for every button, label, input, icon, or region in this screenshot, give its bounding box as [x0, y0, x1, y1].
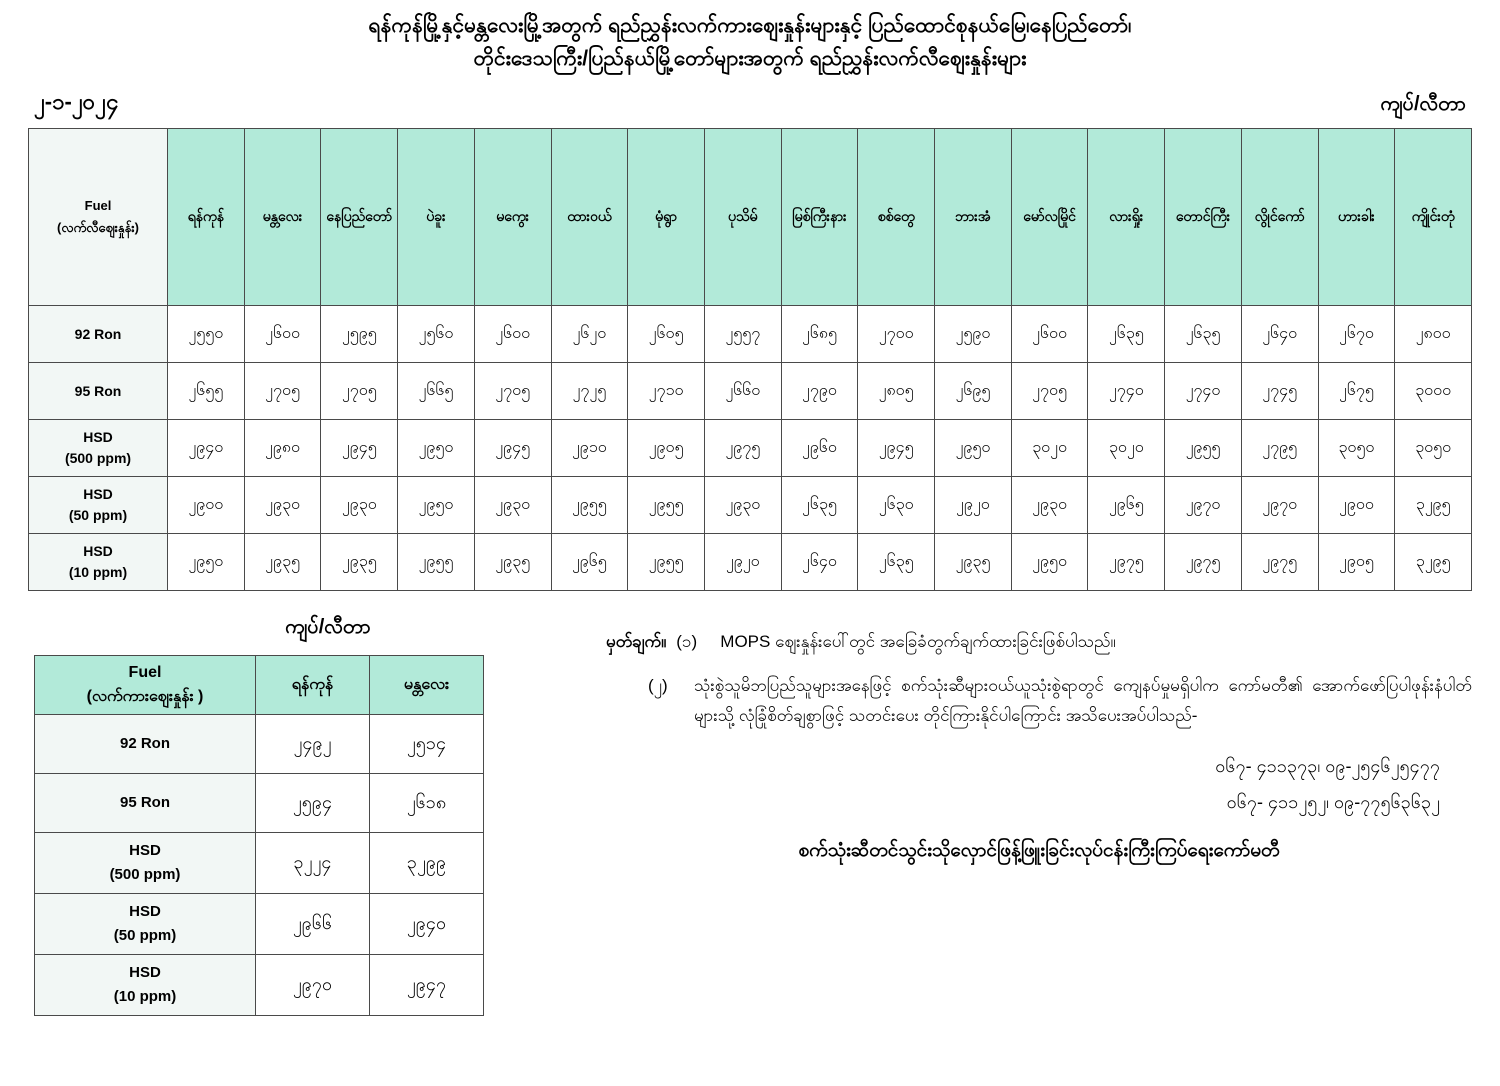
note-text-1: MOPS ဈေးနှုန်းပေါ်တွင် အခြေခံတွက်ချက်ထားခြင်းဖြစ်ပါသည်။	[720, 632, 1116, 652]
price-cell: ၂၉၃၀	[1011, 477, 1088, 534]
table-row	[29, 477, 1472, 534]
column-header-city: ရန်ကုန်	[168, 129, 245, 306]
row-label-line1: HSD	[83, 543, 113, 560]
price-cell: ၂၉၃၅	[474, 534, 551, 591]
row-label	[35, 715, 256, 774]
price-cell: ၂၉၃၀	[244, 477, 321, 534]
price-cell: ၂၉၄၀	[370, 894, 484, 955]
price-cell: ၂၉၇၀	[256, 955, 370, 1016]
note-number-2: (၂)	[648, 675, 668, 695]
column-header-city: ပဲခူး	[398, 129, 475, 306]
meta-row	[28, 87, 1472, 120]
price-cell: ၂၇၀၅	[321, 363, 398, 420]
wholesale-table-body	[35, 715, 484, 1016]
price-cell: ၂၉၇၀	[1165, 477, 1242, 534]
phone-line-1: ၀၆၇- ၄၁၁၃၇၃၊ ၀၉-၂၅၄၆၂၅၄၇၇	[1215, 756, 1440, 777]
column-header-city: မန္တလေး	[244, 129, 321, 306]
row-label	[35, 894, 256, 955]
price-cell: ၂၆၁၈	[370, 774, 484, 833]
column-header-city: မန္တလေး	[370, 656, 484, 715]
price-cell: ၂၉၅၀	[168, 534, 245, 591]
row-label	[29, 306, 168, 363]
price-cell: ၂၆၂၀	[551, 306, 628, 363]
price-cell: ၂၉၄၅	[321, 420, 398, 477]
price-cell: ၂၅၅၇	[704, 306, 781, 363]
price-cell: ၃၂၉၅	[1395, 534, 1472, 591]
table-row	[35, 774, 484, 833]
document-header	[28, 0, 1472, 75]
retail-table-body	[29, 306, 1472, 591]
retail-table-head	[29, 129, 1472, 306]
price-cell: ၂၇၁၀	[628, 363, 705, 420]
price-cell: ၂၆၃၅	[1088, 306, 1165, 363]
row-label-line1: HSD	[129, 842, 161, 860]
table-row	[29, 306, 1472, 363]
column-header-city: လွိုင်ကော်	[1241, 129, 1318, 306]
price-cell: ၂၉၇၅	[1165, 534, 1242, 591]
column-header-city: ဘားအံ	[935, 129, 1012, 306]
price-cell: ၂၅၆၀	[398, 306, 475, 363]
price-cell: ၂၇၂၅	[551, 363, 628, 420]
column-header-city: တောင်ကြီး	[1165, 129, 1242, 306]
table-row	[35, 715, 484, 774]
wholesale-section	[28, 613, 588, 1016]
price-cell: ၂၆၅၅	[168, 363, 245, 420]
column-header-city: စစ်တွေ	[858, 129, 935, 306]
price-cell: ၂၆၃၅	[781, 477, 858, 534]
row-label-line2: (50 ppm)	[113, 927, 177, 945]
price-cell: ၂၆၀၀	[474, 306, 551, 363]
wholesale-fuel-header-line2: (လက်ကားဈေးနှုန်း )	[86, 688, 204, 706]
price-cell: ၂၉၆၀	[781, 420, 858, 477]
lower-section	[28, 613, 1472, 1016]
column-header-city: ရန်ကုန်	[256, 656, 370, 715]
price-cell: ၂၉၃၀	[704, 477, 781, 534]
price-cell: ၂၉၅၀	[935, 420, 1012, 477]
notes-section	[588, 613, 1472, 1016]
price-cell: ၃၀၂၀	[1011, 420, 1088, 477]
note-text-2: သုံးစွဲသူမိဘပြည်သူများအနေဖြင့် စက်သုံးဆီများဝယ်ယူသုံးစွဲရာတွင် ကျေနပ်မှုမရှိပါက ကော်မတီ၏ အောက်ဖော်ပြပါဖုန်းနံပါတ်များသို့ လုံခြုံစိတ်ချစွာဖြင့် သတင်းပေး တိုင်ကြားနိုင်ပါကြောင်း အသိပေးအပ်ပါသည်-	[694, 675, 1472, 725]
row-label-line2: (50 ppm)	[68, 507, 128, 524]
notes-label: မှတ်ချက်။	[606, 632, 667, 652]
contact-phones	[606, 748, 1472, 820]
price-cell: ၂၉၇၅	[1241, 534, 1318, 591]
column-header-city: မြစ်ကြီးနား	[781, 129, 858, 306]
price-cell: ၂၉၀၅	[628, 420, 705, 477]
page-title-line-1: ရန်ကုန်မြို့နှင့်မန္တလေးမြို့အတွက် ရည်ညွှန်းလက်ကားဈေးနှုန်းများနှင့် ပြည်ထောင်စုနယ်မြေ၊နေပြည်တော်၊	[368, 14, 1132, 37]
price-cell: ၂၉၆၅	[1088, 477, 1165, 534]
column-header-city: လားရှိုး	[1088, 129, 1165, 306]
table-row	[35, 833, 484, 894]
price-cell: ၂၉၃၅	[321, 534, 398, 591]
row-label-line1: HSD	[129, 903, 161, 921]
price-cell: ၂၉၀၅	[1318, 534, 1395, 591]
table-header-row	[29, 129, 1472, 306]
row-label	[29, 363, 168, 420]
price-cell: ၂၉၄၅	[858, 420, 935, 477]
row-label	[35, 833, 256, 894]
row-label-line1: 95 Ron	[74, 382, 122, 399]
price-cell: ၂၆၄၀	[781, 534, 858, 591]
note-item-1	[606, 627, 1472, 657]
column-header-city: မုံရွာ	[628, 129, 705, 306]
price-cell: ၂၇၀၀	[858, 306, 935, 363]
row-label	[29, 420, 168, 477]
price-cell: ၂၉၅၅	[398, 534, 475, 591]
price-cell: ၂၉၃၀	[321, 477, 398, 534]
row-label-line2: (500 ppm)	[109, 866, 181, 884]
phone-line-2: ၀၆၇- ၄၁၁၂၅၂၊ ၀၉-၇၇၅၆၃၆၃၂	[1226, 792, 1440, 813]
retail-price-table	[28, 128, 1472, 591]
price-cell: ၂၇၀၅	[474, 363, 551, 420]
price-cell: ၂၆၈၅	[781, 306, 858, 363]
unit-label-retail: ကျပ်/လီတာ	[1380, 93, 1466, 116]
issuing-organization: စက်သုံးဆီတင်သွင်းသိုလှောင်ဖြန့်ဖြူးခြင်းလုပ်ငန်းကြီးကြပ်ရေးကော်မတီ	[798, 840, 1280, 862]
table-row	[29, 363, 1472, 420]
price-cell: ၂၉၃၀	[474, 477, 551, 534]
price-cell: ၂၉၃၅	[244, 534, 321, 591]
column-header-city: ဟားခါး	[1318, 129, 1395, 306]
price-cell: ၂၉၀၀	[168, 477, 245, 534]
price-cell: ၂၉၇၅	[704, 420, 781, 477]
row-label-line1: 95 Ron	[119, 794, 170, 812]
price-cell: ၃၀၅၀	[1395, 420, 1472, 477]
price-cell: ၂၉၅၀	[398, 420, 475, 477]
price-cell: ၂၉၃၅	[935, 534, 1012, 591]
price-cell: ၂၆၇၀	[1318, 306, 1395, 363]
row-label	[29, 534, 168, 591]
row-label-line2: (10 ppm)	[68, 564, 128, 581]
row-label	[29, 477, 168, 534]
price-cell: ၂၉၀၀	[1318, 477, 1395, 534]
price-cell: ၃၀၀၀	[1395, 363, 1472, 420]
price-cell: ၂၉၆၅	[551, 534, 628, 591]
price-cell: ၂၉၄၅	[474, 420, 551, 477]
column-header-city: ပုသိမ်	[704, 129, 781, 306]
price-cell: ၂၅၉၄	[256, 774, 370, 833]
price-cell: ၃၂၉၅	[1395, 477, 1472, 534]
price-cell: ၂၇၄၅	[1241, 363, 1318, 420]
price-cell: ၂၅၁၄	[370, 715, 484, 774]
price-cell: ၂၆၀၀	[1011, 306, 1088, 363]
column-header-city: မော်လမြိုင်	[1011, 129, 1088, 306]
effective-date: ၂-၁-၂၀၂၄	[34, 89, 119, 115]
price-cell: ၂၉၆၆	[256, 894, 370, 955]
price-cell: ၂၉၅၀	[398, 477, 475, 534]
table-row	[35, 955, 484, 1016]
price-cell: ၂၆၃၅	[858, 534, 935, 591]
price-cell: ၂၆၇၅	[1318, 363, 1395, 420]
price-cell: ၂၉၈၀	[244, 420, 321, 477]
column-header-city: မကွေး	[474, 129, 551, 306]
price-cell: ၂၆၃၀	[858, 477, 935, 534]
price-cell: ၂၆၆၀	[704, 363, 781, 420]
column-header-city: နေပြည်တော်	[321, 129, 398, 306]
price-cell: ၂၆၀၀	[244, 306, 321, 363]
price-cell: ၂၇၉၀	[781, 363, 858, 420]
row-label-line1: 92 Ron	[119, 735, 170, 753]
retail-fuel-column-header	[29, 129, 168, 306]
price-cell: ၂၆၉၅	[935, 363, 1012, 420]
price-cell: ၂၆၃၅	[1165, 306, 1242, 363]
note-item-2	[606, 671, 1472, 731]
price-cell: ၂၉၅၅	[628, 534, 705, 591]
price-cell: ၂၅၉၀	[935, 306, 1012, 363]
price-cell: ၂၇၄၀	[1165, 363, 1242, 420]
price-cell: ၂၉၇၀	[1241, 477, 1318, 534]
wholesale-fuel-header-line1: Fuel	[128, 664, 162, 682]
price-cell: ၂၉၅၅	[1165, 420, 1242, 477]
price-cell: ၂၉၂၀	[935, 477, 1012, 534]
price-cell: ၂၆၄၀	[1241, 306, 1318, 363]
price-cell: ၂၅၉၅	[321, 306, 398, 363]
table-row	[29, 420, 1472, 477]
column-header-city: ထားဝယ်	[551, 129, 628, 306]
price-cell: ၂၉၅၀	[1011, 534, 1088, 591]
column-header-city: ကျိုင်းတုံ	[1395, 129, 1472, 306]
row-label-line1: HSD	[83, 486, 113, 503]
price-cell: ၂၉၅၅	[551, 477, 628, 534]
row-label-line2: (500 ppm)	[64, 450, 132, 467]
price-cell: ၂၅၅၀	[168, 306, 245, 363]
wholesale-price-table	[34, 655, 484, 1016]
table-row	[29, 534, 1472, 591]
row-label-line1: HSD	[129, 964, 161, 982]
price-cell: ၂၉၄၇	[370, 955, 484, 1016]
price-cell: ၂၄၉၂	[256, 715, 370, 774]
note-number-1: (၁)	[676, 632, 698, 652]
price-cell: ၂၉၄၀	[168, 420, 245, 477]
price-cell: ၂၆၆၅	[398, 363, 475, 420]
price-cell: ၂၉၅၅	[628, 477, 705, 534]
price-cell: ၂၈၀၅	[858, 363, 935, 420]
table-header-row	[35, 656, 484, 715]
row-label-line2: (10 ppm)	[113, 988, 177, 1006]
price-cell: ၂၉၁၀	[551, 420, 628, 477]
retail-fuel-header-line1: Fuel	[84, 198, 112, 213]
wholesale-fuel-column-header	[35, 656, 256, 715]
price-cell: ၂၇၄၀	[1088, 363, 1165, 420]
price-cell: ၂၆၀၅	[628, 306, 705, 363]
page-title-line-2: တိုင်းဒေသကြီး/ပြည်နယ်မြို့တော်များအတွက် ရည်ညွှန်းလက်လီဈေးနှုန်းများ	[473, 46, 1027, 70]
price-cell: ၃၂၉၉	[370, 833, 484, 894]
price-cell: ၃၂၂၄	[256, 833, 370, 894]
wholesale-table-head	[35, 656, 484, 715]
retail-fuel-header-line2: (လက်လီဈေးနှုန်း)	[56, 220, 139, 236]
unit-label-wholesale: ကျပ်/လီတာ	[285, 616, 371, 639]
table-row	[35, 894, 484, 955]
price-cell: ၃၀၂၀	[1088, 420, 1165, 477]
price-cell: ၂၉၂၀	[704, 534, 781, 591]
price-cell: ၂၉၇၅	[1088, 534, 1165, 591]
price-cell: ၂၇၀၅	[1011, 363, 1088, 420]
row-label-line1: HSD	[83, 429, 113, 446]
price-cell: ၃၀၅၀	[1318, 420, 1395, 477]
price-cell: ၂၇၀၅	[244, 363, 321, 420]
price-cell: ၂၇၉၅	[1241, 420, 1318, 477]
row-label	[35, 955, 256, 1016]
row-label-line1: 92 Ron	[74, 325, 122, 342]
row-label	[35, 774, 256, 833]
price-cell: ၂၈၀၀	[1395, 306, 1472, 363]
